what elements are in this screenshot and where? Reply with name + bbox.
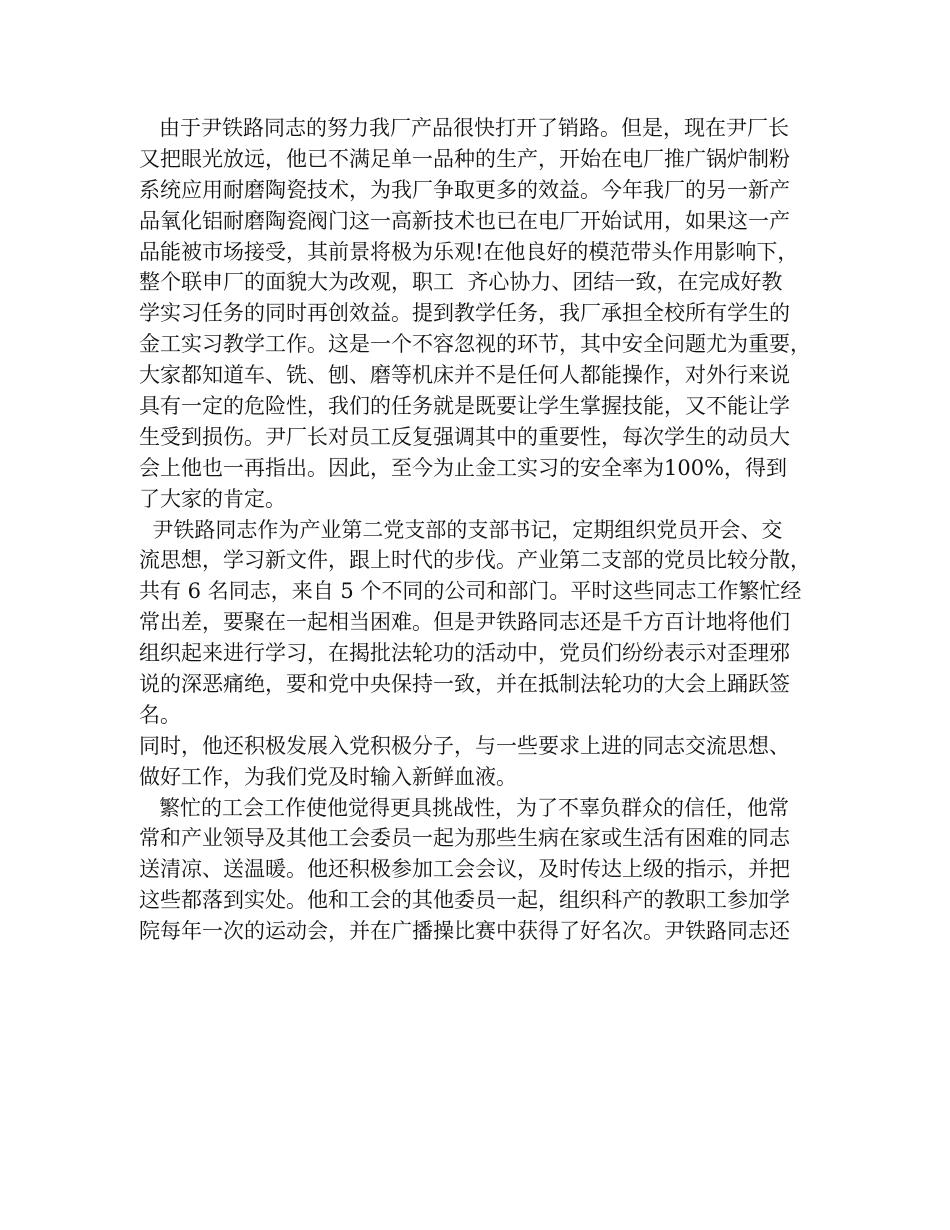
- text-line: 共有 6 名同志，来自 5 个不同的公司和部门。平时这些同志工作繁忙经: [139, 579, 802, 604]
- text-line: 送清凉、送温暖。他还积极参加工会会议，及时传达上级的指示，并把: [139, 857, 790, 882]
- text-line: 院每年一次的运动会，并在广播操比赛中获得了好名次。尹铁路同志还: [139, 919, 790, 944]
- text-line: 品能被市场接受，其前景将极为乐观!在他良好的模范带头作用影响下，: [139, 239, 799, 264]
- text-line: 品氧化铝耐磨陶瓷阀门这一高新技术也已在电厂开始试用，如果这一产: [139, 208, 790, 233]
- text-line: 学实习任务的同时再创效益。提到教学任务，我厂承担全校所有学生的: [139, 301, 790, 326]
- text-line: 名。: [139, 702, 181, 727]
- text-line: 大家都知道车、铣、刨、磨等机床并不是任何人都能操作，对外行来说: [139, 363, 790, 388]
- text-line: 常和产业领导及其他工会委员一起为那些生病在家或生活有困难的同志: [139, 826, 790, 851]
- text-line: 说的深恶痛绝，要和党中央保持一致，并在抵制法轮功的大会上踊跃签: [139, 672, 790, 697]
- text-line: 系统应用耐磨陶瓷技术，为我厂争取更多的效益。今年我厂的另一新产: [139, 177, 790, 202]
- text-line: 整个联申厂的面貌大为改观，职工 齐心协力、团结一致，在完成好教: [139, 270, 783, 295]
- text-line: 具有一定的危险性，我们的任务就是既要让学生掌握技能，又不能让学: [139, 394, 790, 419]
- text-line: 常出差，要聚在一起相当困难。但是尹铁路同志还是千方百计地将他们: [139, 610, 790, 635]
- text-line: 金工实习教学工作。这是一个不容忽视的环节，其中安全问题尤为重要，: [139, 332, 811, 357]
- text-line: 了大家的肯定。: [139, 486, 286, 511]
- text-line: 由于尹铁路同志的努力我厂产品很快打开了销路。但是，现在尹厂长: [139, 116, 790, 140]
- text-line: 繁忙的工会工作使他觉得更具挑战性，为了不辜负群众的信任，他常: [139, 795, 790, 820]
- text-line: 同时，他还积极发展入党积极分子，与一些要求上进的同志交流思想、: [139, 733, 790, 758]
- text-line: 组织起来进行学习，在揭批法轮功的活动中，党员们纷纷表示对歪理邪: [139, 641, 790, 666]
- text-line: 尹铁路同志作为产业第二党支部的支部书记，定期组织党员开会、交: [139, 517, 783, 542]
- text-line: 又把眼光放远，他已不满足单一品种的生产，开始在电厂推广锅炉制粉: [139, 146, 790, 171]
- text-line: 流思想，学习新文件，跟上时代的步伐。产业第二支部的党员比较分散，: [139, 548, 811, 573]
- body-text: [139, 113, 819, 947]
- text-line: 生受到损伤。尹厂长对员工反复强调其中的重要性，每次学生的动员大: [139, 424, 790, 449]
- text-line: 这些都落到实处。他和工会的其他委员一起，组织科产的教职工参加学: [139, 888, 790, 913]
- text-line: 做好工作，为我们党及时输入新鲜血液。: [139, 764, 517, 789]
- text-line: 会上他也一再指出。因此，至今为止金工实习的安全率为100%，得到: [139, 455, 788, 480]
